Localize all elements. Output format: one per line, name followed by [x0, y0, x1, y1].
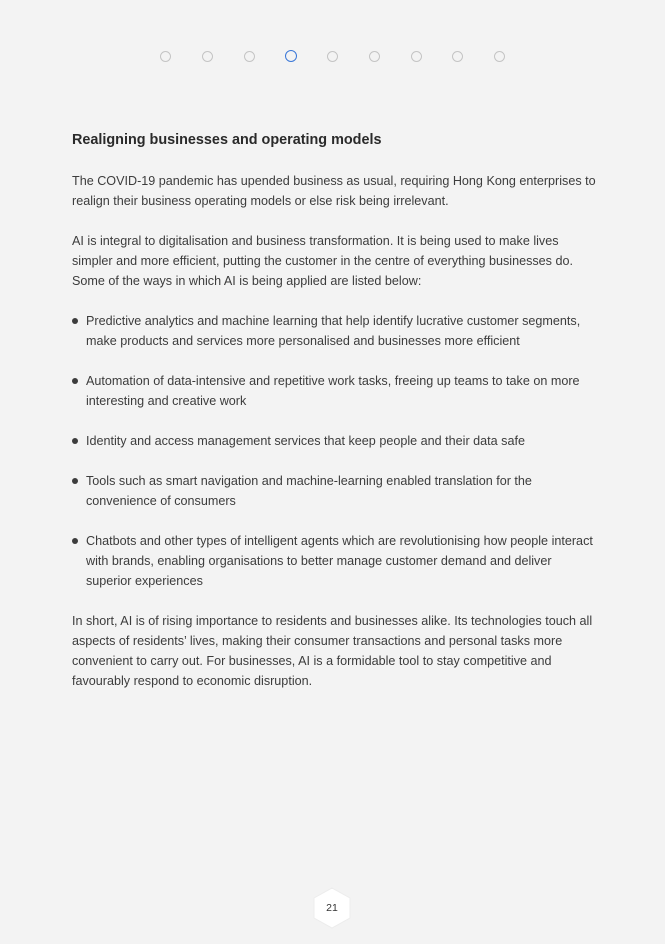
list-item — [72, 531, 597, 591]
list-item — [72, 431, 597, 451]
ai-applications-list — [72, 311, 597, 591]
section-heading: Realigning businesses and operating models — [72, 132, 382, 148]
list-item — [72, 471, 597, 511]
ai-paragraph: AI is integral to digitalisation and business transformation. It is being used to make lives simpler and more efficient, putting the customer in the centre of everything businesses do. Some of the ways in which AI is being applied are listed below: — [72, 234, 573, 288]
page-number-badge — [313, 887, 351, 929]
list-item-text: Predictive analytics and machine learning that help identify lucrative customer segments, make products and services more personalised and businesses more efficient — [86, 314, 581, 348]
page-dot-4-active[interactable] — [285, 50, 297, 62]
list-item-text: Identity and access management services that keep people and their data safe — [86, 434, 525, 448]
conclusion-paragraph: In short, AI is of rising importance to residents and businesses alike. Its technologies touch all aspects of residents’ lives, making their consumer transactions and personal tasks more convenient to carry out. For businesses, AI is a formidable tool to stay competitive and favourably respond to economic disruption. — [72, 614, 593, 688]
page-dot-9[interactable] — [494, 51, 505, 62]
bullet-icon — [72, 478, 78, 484]
list-item — [72, 311, 597, 351]
page-dot-7[interactable] — [411, 51, 422, 62]
page-dot-8[interactable] — [452, 51, 463, 62]
bullet-icon — [72, 318, 78, 324]
list-item-text: Automation of data-intensive and repetitive work tasks, freeing up teams to take on more interesting and creative work — [86, 374, 580, 408]
bullet-icon — [72, 438, 78, 444]
page-dot-1[interactable] — [160, 51, 171, 62]
page-dot-5[interactable] — [327, 51, 338, 62]
page-number: 21 — [326, 902, 338, 914]
page-dot-3[interactable] — [244, 51, 255, 62]
bullet-icon — [72, 378, 78, 384]
list-item — [72, 371, 597, 411]
article-body — [72, 130, 597, 691]
page-dot-2[interactable] — [202, 51, 213, 62]
intro-paragraph: The COVID-19 pandemic has upended business as usual, requiring Hong Kong enterprises to realign their business operating models or else risk being irrelevant. — [72, 174, 596, 208]
bullet-icon — [72, 538, 78, 544]
pagination-dots — [0, 50, 665, 64]
list-item-text: Chatbots and other types of intelligent agents which are revolutionising how people interact with brands, enabling organisations to better manage customer demand and deliver superior experiences — [86, 534, 593, 588]
list-item-text: Tools such as smart navigation and machine-learning enabled translation for the convenience of consumers — [86, 474, 532, 508]
page-dot-6[interactable] — [369, 51, 380, 62]
